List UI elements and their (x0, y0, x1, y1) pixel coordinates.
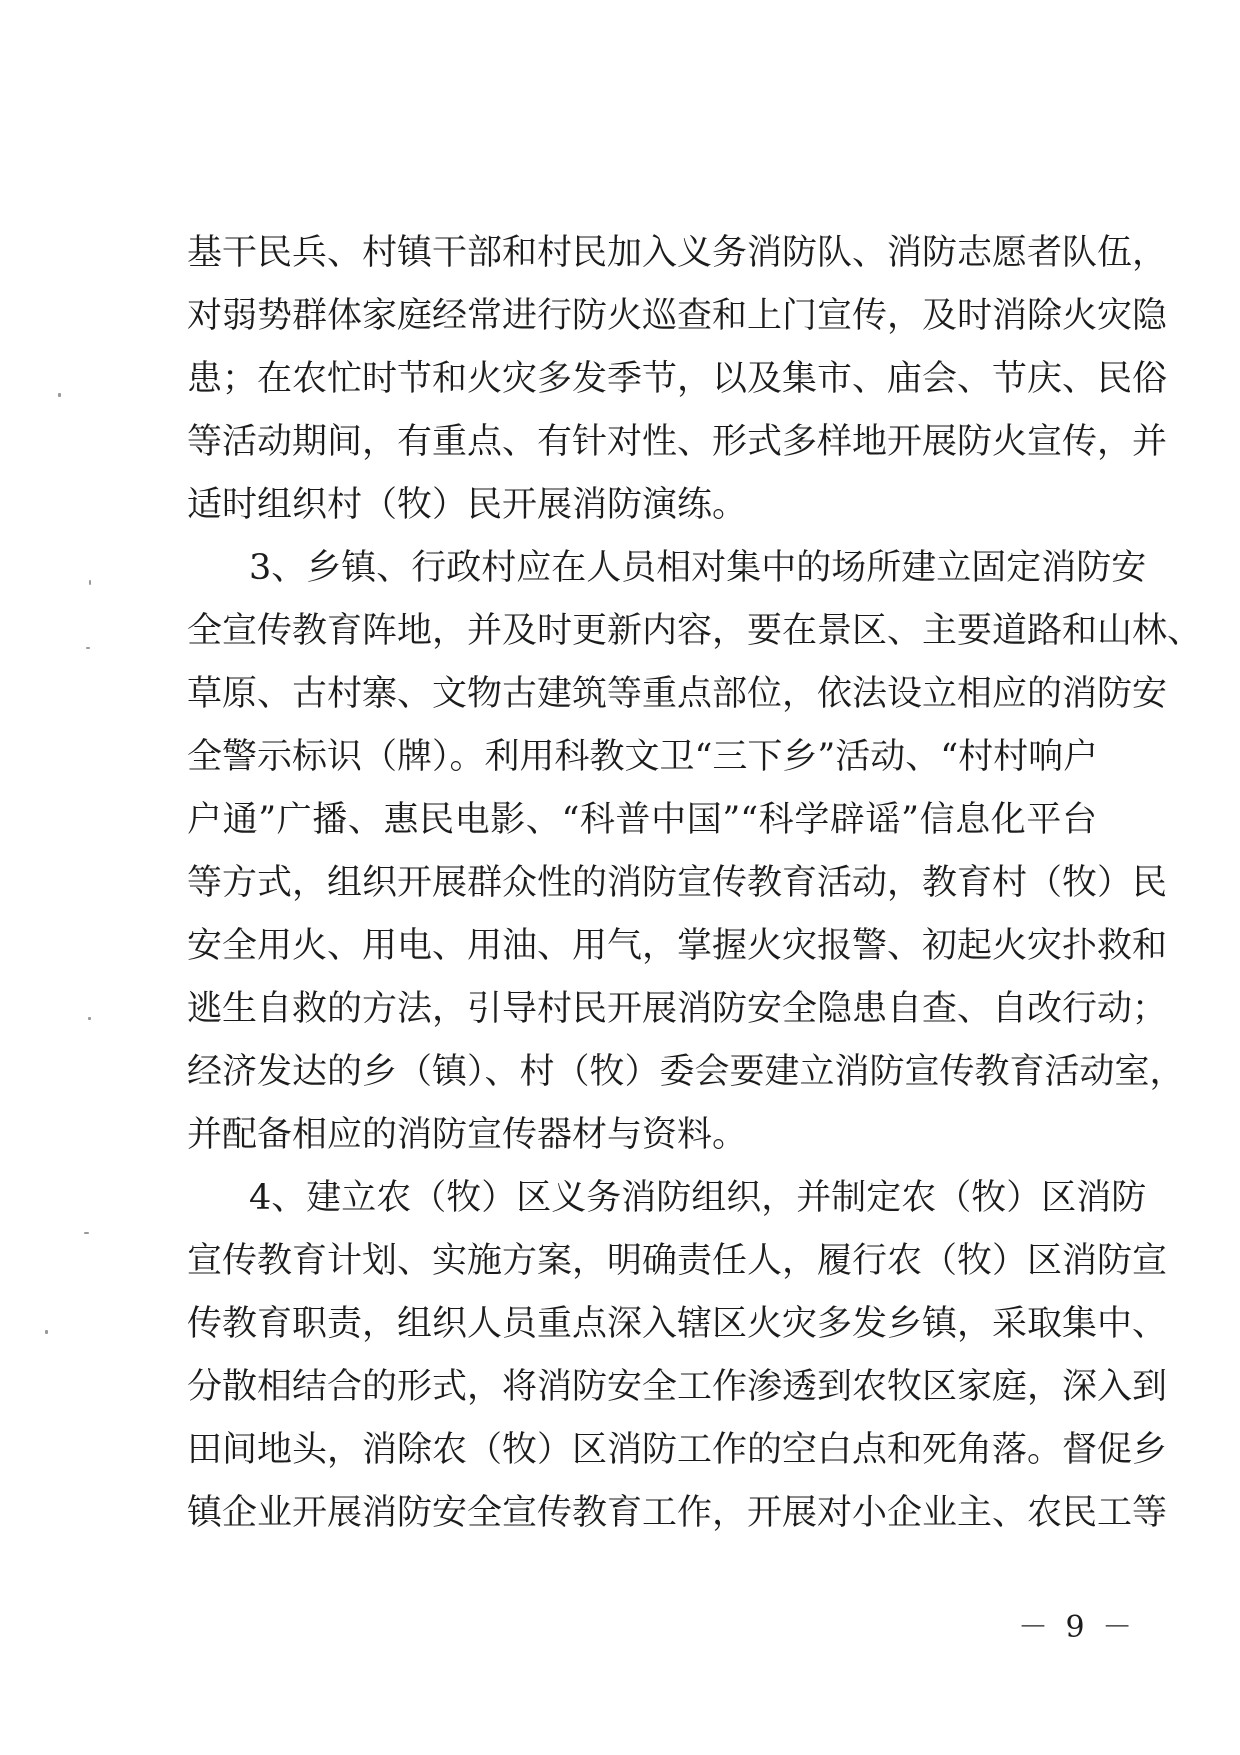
scan-speck (86, 647, 90, 649)
text-line: 患；在农忙时节和火灾多发季节，以及集市、庙会、节庆、民俗 (187, 359, 1168, 399)
paragraph-end-line: 并配备相应的消防宣传器材与资料。 (187, 1115, 748, 1155)
scan-speck (88, 1017, 91, 1020)
text-line: 逃生自救的方法，引导村民开展消防安全隐患自查、自改行动； (187, 989, 1168, 1029)
scan-speck (58, 393, 61, 397)
text-line: 基干民兵、村镇干部和村民加入义务消防队、消防志愿者队伍， (187, 233, 1168, 273)
text-line: 草原、古村寨、文物古建筑等重点部位，依法设立相应的消防安 (187, 674, 1168, 714)
page-number: － 9 － (1018, 1610, 1137, 1645)
scan-speck (84, 1232, 89, 1234)
text-line: 等活动期间，有重点、有针对性、形式多样地开展防火宣传，并 (187, 422, 1168, 462)
text-line: 传教育职责，组织人员重点深入辖区火灾多发乡镇，采取集中、 (187, 1304, 1168, 1344)
paragraph-4-first-line: 4、建立农（牧）区义务消防组织，并制定农（牧）区消防 (249, 1178, 1147, 1218)
text-line: 等方式，组织开展群众性的消防宣传教育活动，教育村（牧）民 (187, 863, 1168, 903)
text-line: 全宣传教育阵地，并及时更新内容，要在景区、主要道路和山林、 (187, 611, 1203, 651)
body-text (187, 222, 1203, 1545)
text-line: 户通”广播、惠民电影、“科普中国”“科学辟谣”信息化平台 (187, 800, 1097, 840)
text-line: 田间地头，消除农（牧）区消防工作的空白点和死角落。督促乡 (187, 1430, 1168, 1470)
scan-speck (45, 1330, 48, 1334)
paragraph-3-first-line: 3、乡镇、行政村应在人员相对集中的场所建立固定消防安 (249, 548, 1147, 588)
text-line: 安全用火、用电、用油、用气，掌握火灾报警、初起火灾扑救和 (187, 926, 1168, 966)
text-line: 经济发达的乡（镇）、村（牧）委会要建立消防宣传教育活动室， (187, 1052, 1185, 1092)
text-line: 对弱势群体家庭经常进行防火巡查和上门宣传，及时消除火灾隐 (187, 296, 1168, 336)
text-line: 分散相结合的形式，将消防安全工作渗透到农牧区家庭，深入到 (187, 1367, 1168, 1407)
paragraph-end-line: 适时组织村（牧）民开展消防演练。 (187, 485, 748, 525)
scan-speck (89, 580, 91, 585)
text-line: 宣传教育计划、实施方案，明确责任人，履行农（牧）区消防宣 (187, 1241, 1168, 1281)
text-line: 全警示标识（牌）。利用科教文卫“三下乡”活动、“村村响户 (187, 737, 1099, 777)
text-line: 镇企业开展消防安全宣传教育工作，开展对小企业主、农民工等 (187, 1493, 1168, 1533)
